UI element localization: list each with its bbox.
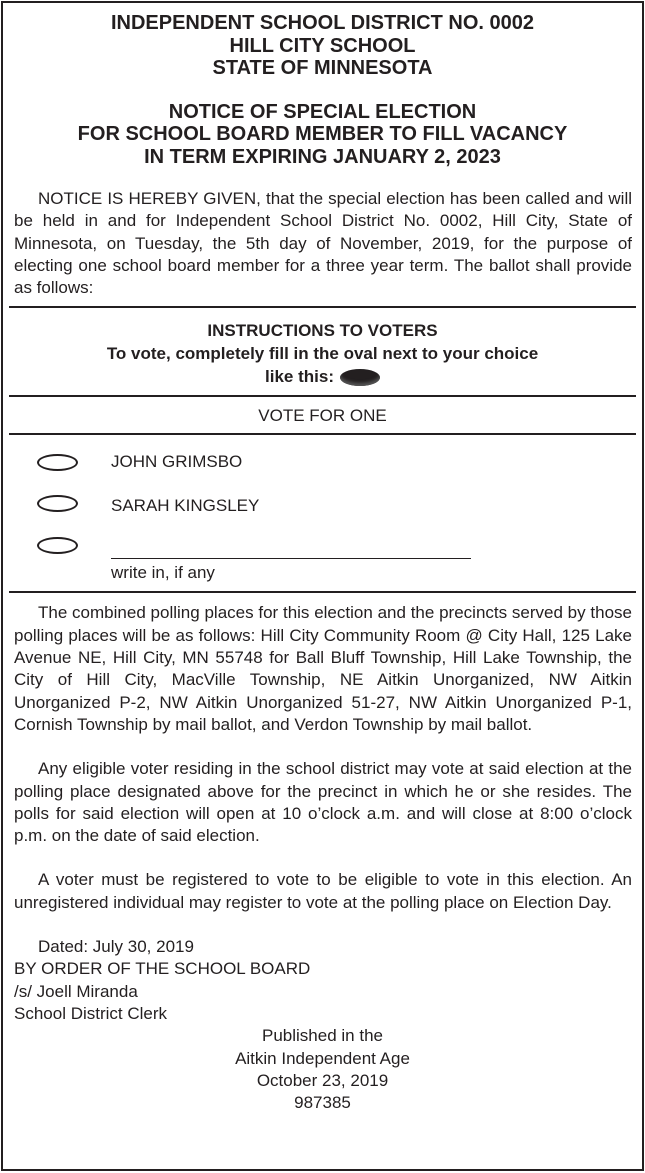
candidate-name: JOHN GRIMSBO — [111, 452, 243, 472]
state-name: STATE OF MINNESOTA — [212, 57, 433, 79]
vote-for-one: VOTE FOR ONE — [258, 406, 387, 426]
notice-title-line: IN TERM EXPIRING JANUARY 2, 2023 — [144, 145, 501, 168]
candidate-name: SARAH KINGSLEY — [111, 496, 260, 516]
school-name: HILL CITY SCHOOL — [229, 34, 416, 57]
district-header — [3, 12, 642, 80]
instructions-title: INSTRUCTIONS TO VOTERS — [207, 321, 438, 341]
clerk-title: School District Clerk — [14, 1003, 168, 1023]
ad-number: 987385 — [294, 1093, 351, 1113]
publication-date: October 23, 2019 — [256, 1070, 389, 1090]
write-in-label: write in, if any — [111, 563, 215, 583]
instructions-example — [3, 365, 642, 388]
divider — [9, 306, 636, 308]
candidate-oval[interactable] — [37, 454, 78, 471]
instructions-line: To vote, completely fill in the oval next to your choice — [106, 344, 539, 364]
publication-info — [3, 1025, 642, 1114]
dated-line: Dated: July 30, 2019 — [38, 937, 194, 957]
notice-frame — [1, 1, 644, 1171]
candidate-oval[interactable] — [37, 495, 78, 512]
candidate-list — [3, 435, 642, 591]
write-in-line[interactable] — [111, 558, 471, 559]
signature-line: /s/ Joell Miranda — [14, 981, 138, 1001]
instructions-like-this: like this: — [265, 367, 334, 387]
filled-oval-icon — [340, 369, 380, 386]
notice-title-line: FOR SCHOOL BOARD MEMBER TO FILL VACANCY — [77, 123, 568, 145]
district-name: INDEPENDENT SCHOOL DISTRICT NO. 0002 — [110, 12, 535, 34]
intro-paragraph: NOTICE IS HEREBY GIVEN, that the special election has been called and will be held in and for Independent School District No. 0002, Hill City, State of Minnesota, on Tuesday, the 5th day of November, 2019, for the purpose of electing one school board member for a three year term. The ballot shall provide as follows: — [14, 189, 632, 298]
write-in-oval[interactable] — [37, 537, 78, 554]
eligible-voter-paragraph: Any eligible voter residing in the school district may vote at said election at the polling place designated above for the precinct in which he or she resides. The polls for said election will open at 10 o’clock a.m. and will close at 8:00 o’clock p.m. on the date of said election. — [14, 759, 632, 846]
divider — [9, 591, 636, 593]
registration-paragraph: A voter must be registered to vote to be eligible to vote in this election. An unregistered individual may register to vote at the polling place on Election Day. — [14, 870, 632, 912]
published-in: Published in the — [262, 1026, 383, 1046]
notice-title-line: NOTICE OF SPECIAL ELECTION — [168, 100, 477, 123]
polling-places-paragraph: The combined polling places for this election and the precincts served by those polling places will be as follows: Hill City Community Room @ City Hall, 125 Lake Avenue NE, Hill City, MN 55748 for Ball Bluff Township, Hill Lake Township, the City of Hill City, MacVille Township, NE Aitkin Unorganized, NW Aitkin Unorganized P-2, NW Aitkin Unorganized 51-27, NW Aitkin Unorganized P-1, Cornish Township by mail ballot, and Verdon Township by mail ballot. — [14, 603, 632, 734]
notice-title — [3, 101, 642, 169]
newspaper-name: Aitkin Independent Age — [235, 1048, 410, 1068]
order-line: BY ORDER OF THE SCHOOL BOARD — [14, 959, 311, 979]
ballot-instructions — [3, 319, 642, 388]
